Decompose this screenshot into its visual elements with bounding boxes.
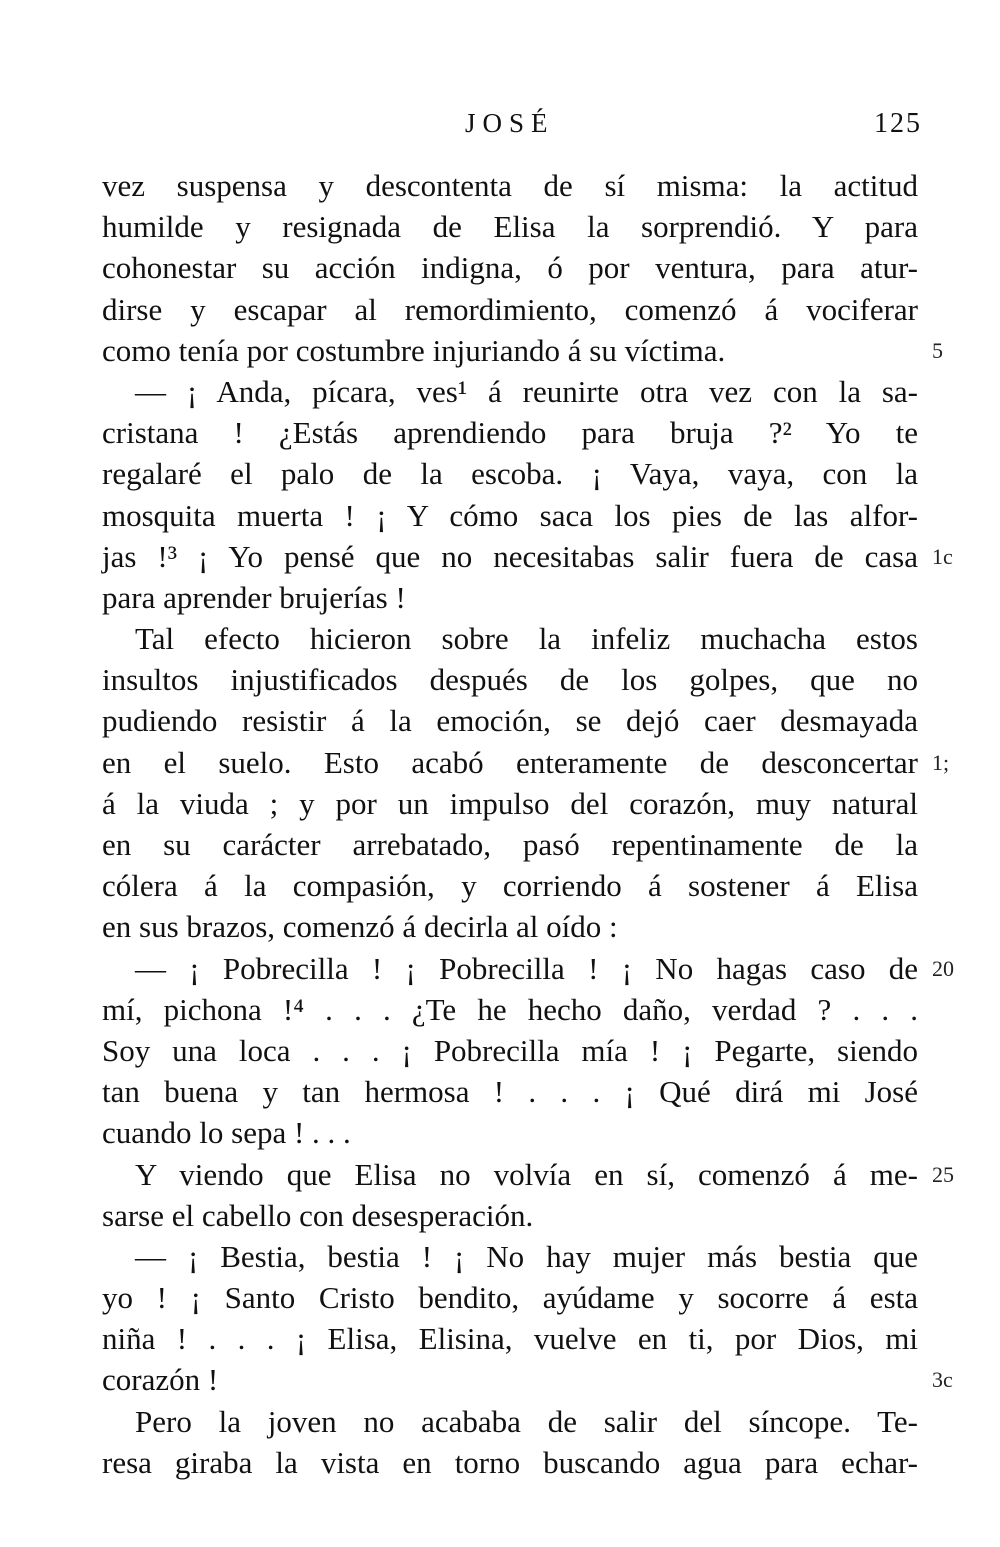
text-line xyxy=(102,1359,953,1400)
line-number: 25 xyxy=(932,1161,954,1187)
line-text: dirse y escapar al remordimiento, comenzó á vociferar xyxy=(102,291,918,327)
line-number: 5 xyxy=(932,337,943,363)
line-text: corazón ! xyxy=(102,1362,219,1398)
line-text: — ¡ Pobrecilla ! ¡ Pobrecilla ! ¡ No hagas caso de xyxy=(135,950,918,986)
line-text: humilde y resignada de Elisa la sorprendió. Y para xyxy=(102,209,918,245)
line-number: 20 xyxy=(932,955,954,981)
text-line xyxy=(102,989,918,1030)
text-line xyxy=(102,453,918,494)
line-text: — ¡ Anda, pícara, ves¹ á reunirte otra vez con la sa- xyxy=(135,373,918,409)
text-line xyxy=(102,824,918,865)
text-line xyxy=(102,948,954,989)
line-text: cólera á la compasión, y corriendo á sostener á Elisa xyxy=(102,868,918,904)
text-line xyxy=(102,700,918,741)
line-text: vez suspensa y descontenta de sí misma: la actitud xyxy=(102,168,918,203)
line-text: cristana ! ¿Estás aprendiendo para bruja ?² Yo te xyxy=(102,415,918,451)
running-title: JOSÉ xyxy=(465,108,555,138)
line-text: niña ! . . . ¡ Elisa, Elisina, vuelve en ti, por Dios, mi xyxy=(102,1321,918,1357)
line-text: mosquita muerta ! ¡ Y cómo saca los pies de las alfor- xyxy=(102,497,918,533)
line-text: yo ! ¡ Santo Cristo bendito, ayúdame y socorre á esta xyxy=(102,1280,918,1316)
line-text: en su carácter arrebatado, pasó repentinamente de la xyxy=(102,827,918,862)
line-text: cuando lo sepa ! . . . xyxy=(102,1115,351,1151)
line-text: mí, pichona !⁴ . . . ¿Te he hecho daño, verdad ? . . . xyxy=(102,991,918,1027)
text-line xyxy=(102,371,918,412)
line-text: pudiendo resistir á la emoción, se dejó caer desmayada xyxy=(102,703,918,739)
text-line xyxy=(102,1071,918,1112)
text-line xyxy=(102,1154,954,1195)
line-text: Y viendo que Elisa no volvía en sí, comenzó á me- xyxy=(135,1156,918,1192)
line-text: en sus brazos, comenzó á decirla al oído : xyxy=(102,909,618,945)
line-text: — ¡ Bestia, bestia ! ¡ No hay mujer más bestia que xyxy=(135,1238,918,1274)
text-line xyxy=(102,330,943,371)
text-line xyxy=(102,865,918,906)
text-line xyxy=(102,1236,918,1277)
text-line xyxy=(102,206,918,247)
text-line xyxy=(102,1112,918,1153)
text-line xyxy=(102,1318,918,1359)
line-text: resa giraba la vista en torno buscando agua para echar- xyxy=(102,1444,918,1480)
text-line xyxy=(102,289,918,330)
text-line xyxy=(102,495,918,536)
line-text: insultos injustificados después de los golpes, que no xyxy=(102,662,918,698)
text-line xyxy=(102,577,918,618)
text-line xyxy=(102,742,950,783)
line-number: 1; xyxy=(932,749,950,775)
line-text: Pero la joven no acababa de salir del síncope. Te- xyxy=(135,1403,918,1439)
text-line xyxy=(102,659,918,700)
text-line xyxy=(102,1030,918,1071)
line-text: jas !³ ¡ Yo pensé que no necesitabas salir fuera de casa xyxy=(102,538,918,574)
line-text: sarse el cabello con desesperación. xyxy=(102,1197,534,1233)
body-text xyxy=(102,165,954,1483)
text-line xyxy=(102,1277,918,1318)
line-number: 3c xyxy=(932,1367,953,1393)
text-line xyxy=(102,1442,918,1483)
text-line xyxy=(102,906,918,947)
line-text: regalaré el palo de la escoba. ¡ Vaya, vaya, con la xyxy=(102,456,918,492)
text-line xyxy=(102,1195,918,1236)
line-text: cohonestar su acción indigna, ó por ventura, para atur- xyxy=(102,250,918,286)
page-header xyxy=(0,108,1000,144)
line-text: como tenía por costumbre injuriando á su víctima. xyxy=(102,332,726,368)
line-text: para aprender brujerías ! xyxy=(102,579,406,615)
line-number: 1c xyxy=(932,543,953,569)
page-number: 125 xyxy=(874,108,922,139)
text-line xyxy=(102,536,953,577)
text-line xyxy=(102,165,918,206)
line-text: Tal efecto hicieron sobre la infeliz muchacha estos xyxy=(135,621,918,657)
line-text: á la viuda ; y por un impulso del corazón, muy natural xyxy=(102,785,918,821)
text-line xyxy=(102,1401,918,1442)
line-text: Soy una loca . . . ¡ Pobrecilla mía ! ¡ Pegarte, siendo xyxy=(102,1032,918,1068)
text-line xyxy=(102,247,918,288)
text-line xyxy=(102,618,918,659)
text-line xyxy=(102,783,918,824)
line-text: en el suelo. Esto acabó enteramente de desconcertar xyxy=(102,744,918,780)
text-line xyxy=(102,412,918,453)
line-text: tan buena y tan hermosa ! . . . ¡ Qué dirá mi José xyxy=(102,1074,918,1110)
